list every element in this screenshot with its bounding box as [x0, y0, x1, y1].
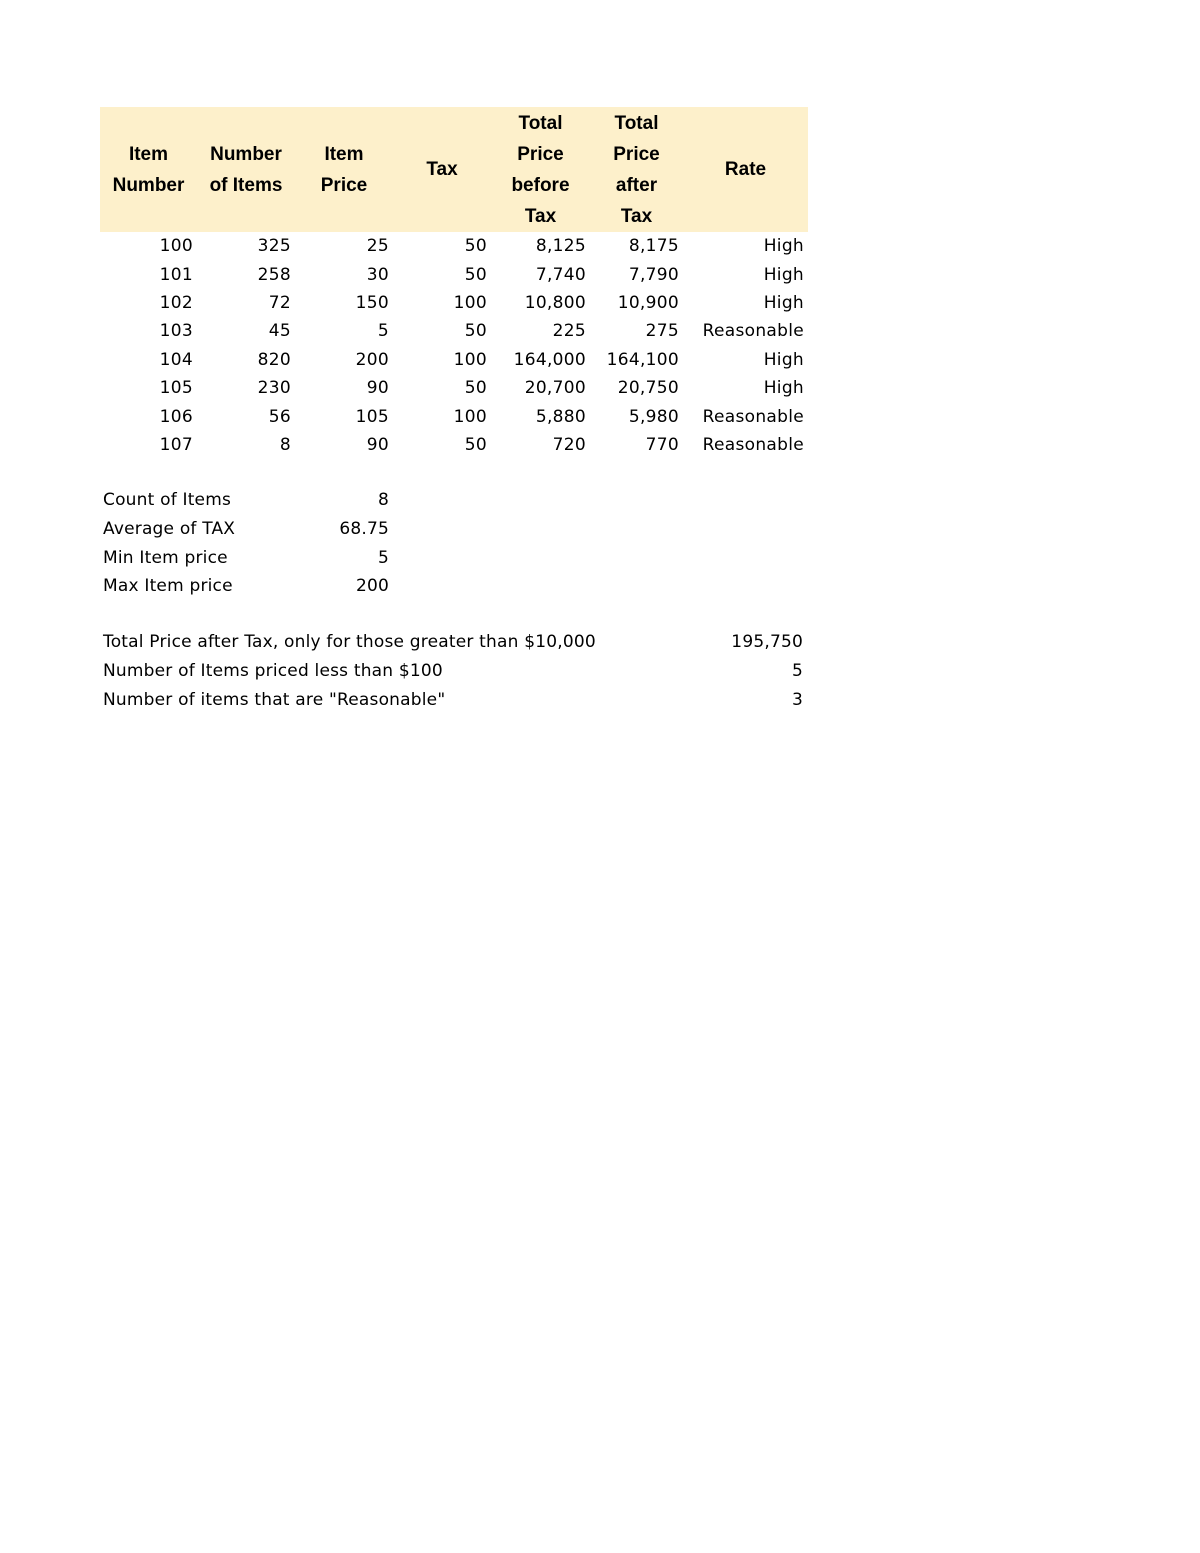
tax-cell[interactable]: 50 [464, 264, 487, 285]
stat-value[interactable]: 68.75 [339, 518, 389, 539]
stat-row [100, 572, 392, 601]
total-after-tax-cell[interactable]: 10,900 [617, 292, 679, 313]
item-price-cell[interactable]: 105 [355, 406, 389, 427]
tax-cell[interactable]: 50 [464, 321, 487, 342]
stat-value[interactable]: 8 [377, 490, 389, 510]
header-tax[interactable]: Tax [426, 159, 458, 180]
item-price-cell[interactable]: 30 [366, 264, 389, 285]
stat-value[interactable]: 200 [355, 576, 389, 597]
total-after-tax-cell[interactable]: 164,100 [606, 349, 679, 370]
total-before-tax-cell[interactable]: 5,880 [535, 406, 586, 427]
total-before-tax-cell[interactable]: 10,800 [524, 292, 586, 313]
item-number-cell[interactable]: 102 [159, 292, 193, 313]
tax-cell[interactable]: 100 [453, 406, 487, 427]
header-number-of-items[interactable]: Number of Items [209, 143, 283, 196]
item-price-cell[interactable]: 90 [366, 378, 389, 399]
total-after-tax-cell[interactable]: 8,175 [628, 236, 679, 257]
total-after-tax-cell[interactable]: 275 [645, 321, 679, 342]
header-item-number[interactable]: Item Number [112, 143, 185, 196]
summary-row [100, 628, 808, 657]
items-table [100, 107, 808, 459]
item-price-cell[interactable]: 90 [366, 434, 389, 455]
stat-row [100, 515, 392, 544]
table-header-row [100, 107, 808, 232]
header-total-price-after-tax[interactable]: Total Price after Tax [613, 112, 660, 227]
item-price-cell[interactable]: 150 [355, 292, 389, 313]
summary-value[interactable]: 5 [791, 661, 803, 681]
table-body [100, 232, 808, 459]
number-of-items-cell[interactable]: 820 [257, 349, 291, 370]
stat-label[interactable]: Count of Items [103, 490, 232, 510]
table-row [100, 260, 808, 288]
item-price-cell[interactable]: 25 [366, 236, 389, 257]
total-after-tax-cell[interactable]: 5,980 [628, 406, 679, 427]
stat-row [100, 486, 392, 515]
number-of-items-cell[interactable]: 325 [257, 236, 291, 257]
summary-value[interactable]: 195,750 [731, 632, 803, 652]
number-of-items-cell[interactable]: 72 [268, 292, 291, 313]
tax-cell[interactable]: 100 [453, 292, 487, 313]
stat-label[interactable]: Max Item price [103, 576, 233, 597]
spreadsheet-sheet [100, 107, 810, 459]
total-before-tax-cell[interactable]: 8,125 [535, 236, 586, 257]
tax-cell[interactable]: 50 [464, 434, 487, 455]
table-row [100, 346, 808, 374]
total-before-tax-cell[interactable]: 225 [552, 321, 586, 342]
summary-label[interactable]: Number of items that are "Reasonable" [103, 690, 446, 710]
header-total-price-before-tax[interactable]: Total Price before Tax [511, 112, 570, 227]
number-of-items-cell[interactable]: 56 [268, 406, 291, 427]
rate-cell[interactable]: High [763, 236, 804, 257]
header-rate[interactable]: Rate [724, 159, 767, 180]
tax-cell[interactable]: 50 [464, 378, 487, 399]
total-before-tax-cell[interactable]: 164,000 [513, 349, 586, 370]
summary-block [100, 628, 808, 715]
total-after-tax-cell[interactable]: 770 [645, 434, 679, 455]
summary-row [100, 657, 808, 686]
stat-label[interactable]: Average of TAX [103, 518, 236, 539]
total-before-tax-cell[interactable]: 20,700 [524, 378, 586, 399]
rate-cell[interactable]: Reasonable [702, 434, 804, 455]
rate-cell[interactable]: High [763, 292, 804, 313]
table-row [100, 289, 808, 317]
number-of-items-cell[interactable]: 230 [257, 378, 291, 399]
total-after-tax-cell[interactable]: 7,790 [628, 264, 679, 285]
total-before-tax-cell[interactable]: 7,740 [535, 264, 586, 285]
total-after-tax-cell[interactable]: 20,750 [617, 378, 679, 399]
number-of-items-cell[interactable]: 258 [257, 264, 291, 285]
item-price-cell[interactable]: 5 [377, 321, 389, 342]
total-before-tax-cell[interactable]: 720 [552, 434, 586, 455]
number-of-items-cell[interactable]: 8 [279, 434, 291, 455]
summary-value[interactable]: 3 [791, 690, 803, 710]
item-number-cell[interactable]: 106 [159, 406, 193, 427]
table-row [100, 232, 808, 260]
item-number-cell[interactable]: 101 [159, 264, 193, 285]
item-number-cell[interactable]: 103 [159, 321, 193, 342]
table-row [100, 317, 808, 345]
item-number-cell[interactable]: 107 [159, 434, 193, 455]
stat-label[interactable]: Min Item price [103, 547, 228, 568]
tax-cell[interactable]: 50 [464, 236, 487, 257]
item-number-cell[interactable]: 100 [159, 236, 193, 257]
item-price-cell[interactable]: 200 [355, 349, 389, 370]
number-of-items-cell[interactable]: 45 [268, 321, 291, 342]
statistics-block [100, 486, 392, 601]
stat-row [100, 544, 392, 573]
stat-value[interactable]: 5 [377, 547, 389, 568]
tax-cell[interactable]: 100 [453, 349, 487, 370]
rate-cell[interactable]: Reasonable [702, 321, 804, 342]
rate-cell[interactable]: Reasonable [702, 406, 804, 427]
table-row [100, 374, 808, 402]
table-row [100, 402, 808, 430]
rate-cell[interactable]: High [763, 349, 804, 370]
item-number-cell[interactable]: 104 [159, 349, 193, 370]
item-number-cell[interactable]: 105 [159, 378, 193, 399]
summary-label[interactable]: Total Price after Tax, only for those greater than $10,000 [103, 632, 596, 652]
table-row [100, 431, 808, 459]
rate-cell[interactable]: High [763, 264, 804, 285]
summary-label[interactable]: Number of Items priced less than $100 [103, 661, 443, 681]
header-item-price[interactable]: Item Price [320, 143, 368, 196]
rate-cell[interactable]: High [763, 378, 804, 399]
summary-row [100, 686, 808, 715]
